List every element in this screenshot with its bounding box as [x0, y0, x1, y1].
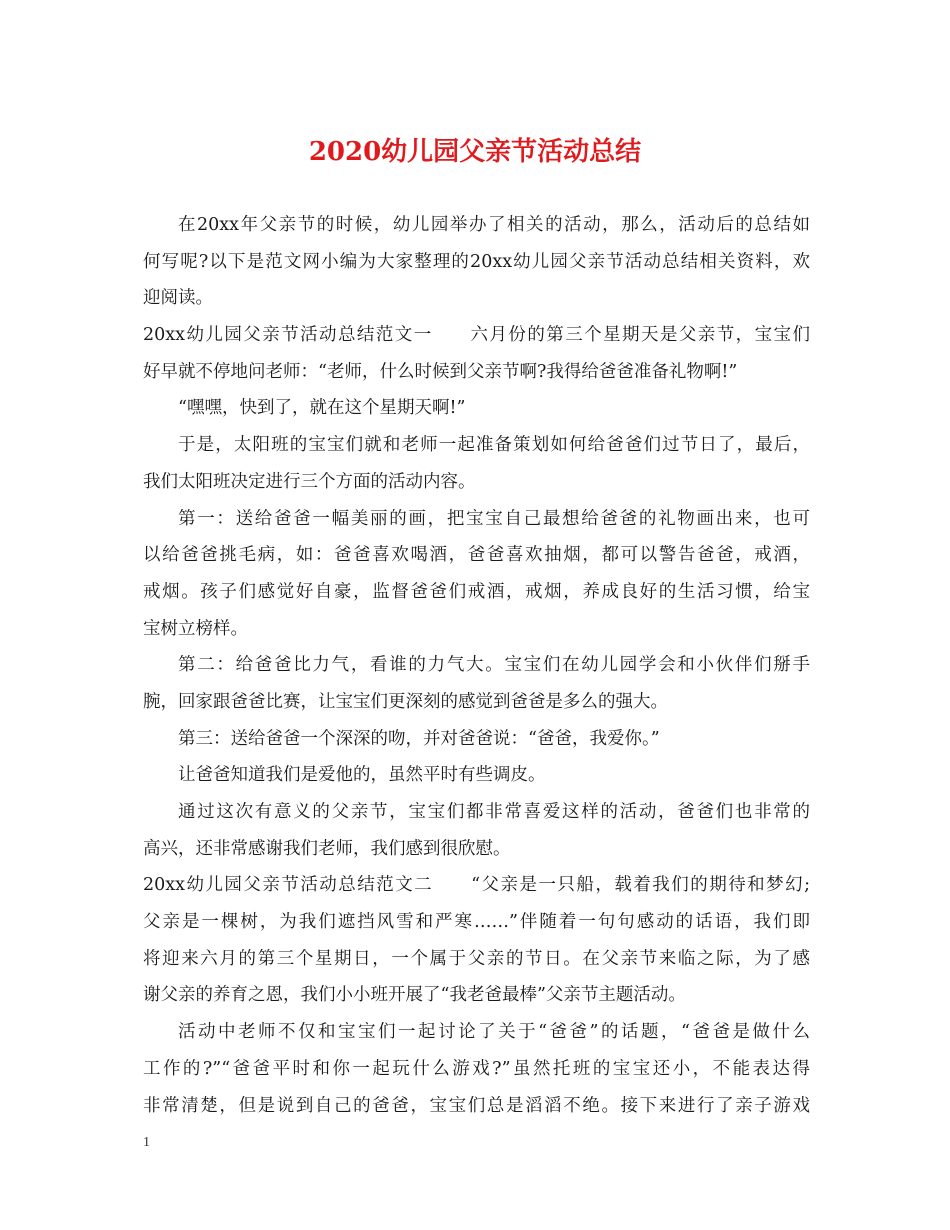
text-line: 戒烟。孩子们感觉好自豪，监督爸爸们戒酒，戒烟，养成良好的生活习惯，给宝 [143, 581, 810, 602]
text-line: 工作的?”“爸爸平时和你一起玩什么游戏?”虽然托班的宝宝还小，不能表达得 [143, 1058, 810, 1079]
text-line: 20xx幼儿园父亲节活动总结范文二 “父亲是一只船，载着我们的期待和梦幻; [143, 875, 810, 896]
text-line: 腕，回家跟爸爸比赛，让宝宝们更深刻的感觉到爸爸是多么的强大。 [143, 691, 668, 712]
text-line: 20xx幼儿园父亲节活动总结范文一 六月份的第三个星期天是父亲节，宝宝们 [143, 325, 810, 346]
text-line: 第三：送给爸爸一个深深的吻，并对爸爸说：“爸爸，我爱你。” [178, 728, 660, 749]
document-title: 2020幼儿园父亲节活动总结 [308, 137, 642, 167]
text-line: 好早就不停地问老师：“老师，什么时候到父亲节啊?我得给爸爸准备礼物啊!” [143, 361, 738, 382]
text-line: 第二：给爸爸比力气，看谁的力气大。宝宝们在幼儿园学会和小伙伴们掰手 [178, 655, 810, 676]
text-line: 第一：送给爸爸一幅美丽的画，把宝宝自己最想给爸爸的礼物画出来，也可 [178, 508, 810, 529]
page-number: 1 [143, 1135, 150, 1150]
text-line: 活动中老师不仅和宝宝们一起讨论了关于“爸爸”的话题，“爸爸是做什么 [178, 1022, 810, 1043]
text-line: 我们太阳班决定进行三个方面的活动内容。 [143, 471, 476, 492]
text-line: 迎阅读。 [143, 288, 213, 309]
text-line: 非常清楚，但是说到自己的爸爸，宝宝们总是滔滔不绝。接下来进行了亲子游戏 [143, 1095, 810, 1116]
text-line: 高兴，还非常感谢我们老师，我们感到很欣慰。 [143, 838, 511, 859]
text-line: 通过这次有意义的父亲节，宝宝们都非常喜爱这样的活动，爸爸们也非常的 [178, 802, 810, 822]
text-line: 让爸爸知道我们是爱他的，虽然平时有些调皮。 [178, 765, 546, 786]
text-line: 父亲是一棵树，为我们遮挡风雪和严寒……”伴随着一句句感动的话语，我们即 [143, 912, 810, 933]
text-line: 将迎来六月的第三个星期日，一个属于父亲的节日。在父亲节来临之际，为了感 [143, 948, 810, 969]
text-line: 宝树立榜样。 [143, 618, 248, 639]
text-line: 在20xx年父亲节的时候，幼儿园举办了相关的活动，那么，活动后的总结如 [178, 215, 810, 235]
text-line: “嘿嘿，快到了，就在这个星期天啊!” [178, 398, 466, 419]
text-line: 于是，太阳班的宝宝们就和老师一起准备策划如何给爸爸们过节日了，最后， [178, 435, 810, 456]
text-line: 以给爸爸挑毛病，如：爸爸喜欢喝酒，爸爸喜欢抽烟，都可以警告爸爸，戒酒， [143, 545, 810, 566]
text-line: 何写呢?以下是范文网小编为大家整理的20xx幼儿园父亲节活动总结相关资料，欢 [143, 251, 810, 272]
text-line: 谢父亲的养育之恩，我们小小班开展了“我老爸最棒”父亲节主题活动。 [143, 985, 686, 1006]
document-body [143, 207, 810, 1124]
